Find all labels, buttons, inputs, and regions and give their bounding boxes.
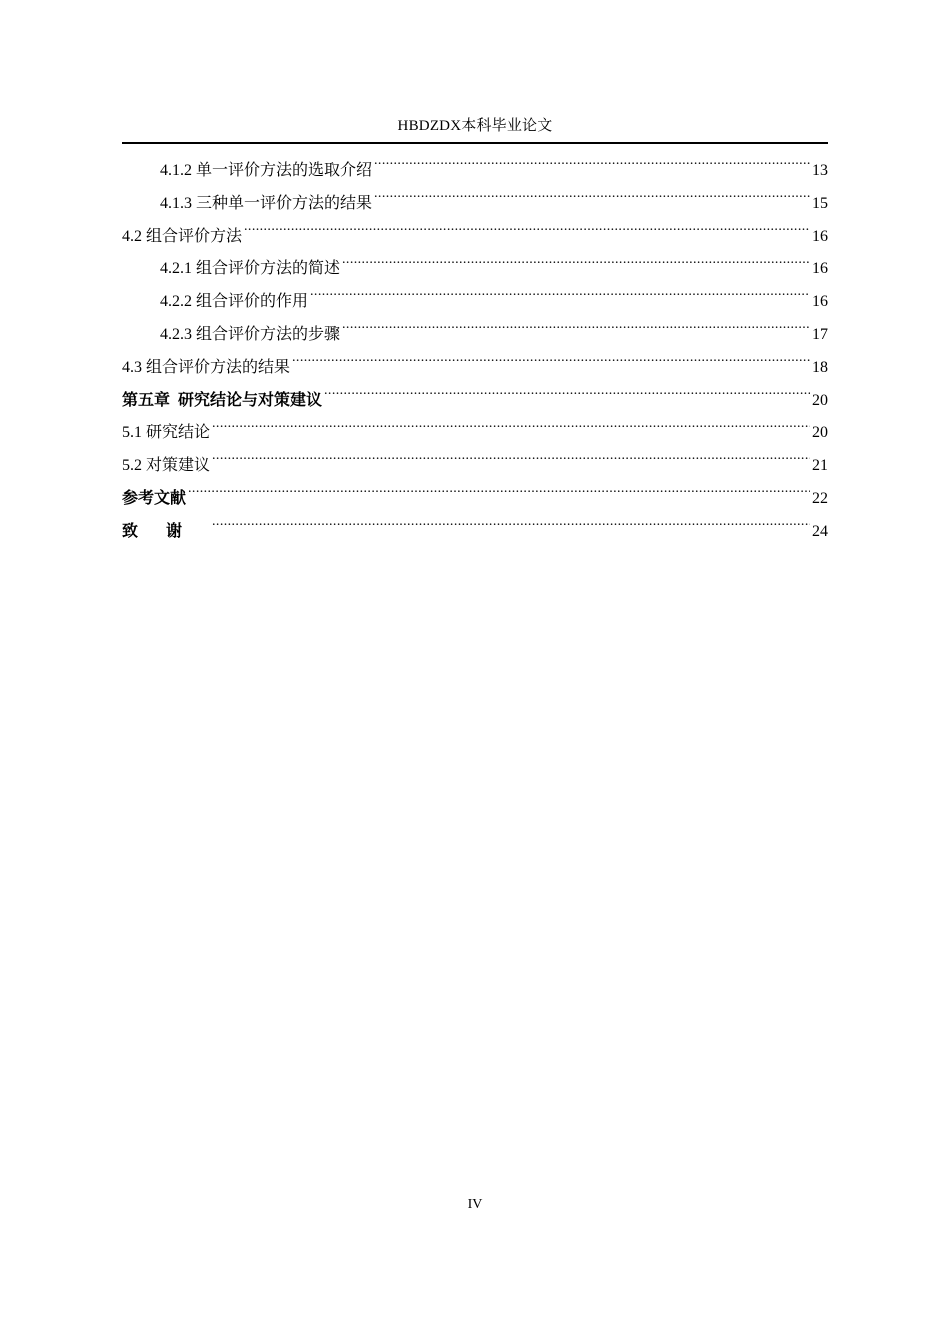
toc-entry-label: 4.2.3 组合评价方法的步骤 bbox=[160, 325, 341, 343]
dot-leader bbox=[342, 323, 810, 339]
toc-entry-label: 5.2 对策建议 bbox=[122, 457, 211, 475]
toc-entry-label: 4.3 组合评价方法的结果 bbox=[122, 358, 291, 376]
toc-entry-label: 5.1 研究结论 bbox=[122, 424, 211, 442]
toc-entry-label: 4.1.3 三种单一评价方法的结果 bbox=[160, 194, 373, 212]
toc-entry-page: 24 bbox=[812, 522, 828, 540]
toc-entry-5-2[interactable] bbox=[122, 450, 828, 483]
toc-entry-label: 致谢 bbox=[122, 522, 211, 540]
toc-entry-label: 4.2 组合评价方法 bbox=[122, 227, 243, 245]
toc-entry-4-2-2[interactable] bbox=[122, 286, 828, 319]
toc-entry-page: 13 bbox=[812, 162, 828, 179]
table-of-contents bbox=[122, 155, 828, 549]
toc-entry-label: 4.2.1 组合评价方法的简述 bbox=[160, 260, 341, 278]
header-rule bbox=[122, 142, 828, 144]
toc-entry-label: 4.2.2 组合评价的作用 bbox=[160, 293, 309, 311]
toc-entry-label: 第五章 研究结论与对策建议 bbox=[122, 391, 323, 409]
toc-entry-references[interactable] bbox=[122, 483, 828, 516]
dot-leader bbox=[374, 192, 810, 208]
dot-leader bbox=[212, 421, 810, 437]
dot-leader bbox=[292, 356, 810, 372]
toc-entry-page: 15 bbox=[812, 194, 828, 212]
dot-leader bbox=[310, 290, 810, 306]
toc-entry-page: 17 bbox=[812, 325, 828, 343]
toc-entry-page: 21 bbox=[812, 457, 828, 475]
toc-entry-4-1-2[interactable] bbox=[122, 155, 828, 188]
toc-entry-4-2-3[interactable] bbox=[122, 319, 828, 352]
toc-entry-page: 16 bbox=[812, 293, 828, 311]
dot-leader bbox=[212, 454, 810, 470]
toc-entry-page: 16 bbox=[812, 260, 828, 278]
toc-entry-page: 18 bbox=[812, 358, 828, 376]
running-header: HBDZDX本科毕业论文 bbox=[397, 118, 553, 134]
page-number: IV bbox=[467, 1197, 483, 1212]
dot-leader bbox=[244, 225, 810, 241]
toc-entry-acknowledgements[interactable] bbox=[122, 516, 828, 549]
dot-leader bbox=[188, 487, 810, 503]
toc-entry-4-2-1[interactable] bbox=[122, 253, 828, 286]
toc-entry-label: 参考文献 bbox=[122, 489, 187, 507]
toc-entry-5-1[interactable] bbox=[122, 417, 828, 450]
toc-entry-chapter-5[interactable] bbox=[122, 385, 828, 418]
toc-entry-4-3[interactable] bbox=[122, 352, 828, 385]
dot-leader bbox=[212, 520, 810, 536]
toc-entry-page: 22 bbox=[812, 489, 828, 507]
toc-entry-4-1-3[interactable] bbox=[122, 188, 828, 221]
dot-leader bbox=[324, 389, 810, 405]
toc-entry-page: 20 bbox=[812, 391, 828, 409]
dot-leader bbox=[342, 257, 810, 273]
toc-entry-4-2[interactable] bbox=[122, 221, 828, 254]
dot-leader bbox=[374, 159, 810, 175]
toc-entry-label: 4.1.2 单一评价方法的选取介绍 bbox=[160, 162, 373, 179]
toc-entry-page: 16 bbox=[812, 227, 828, 245]
toc-entry-page: 20 bbox=[812, 424, 828, 442]
